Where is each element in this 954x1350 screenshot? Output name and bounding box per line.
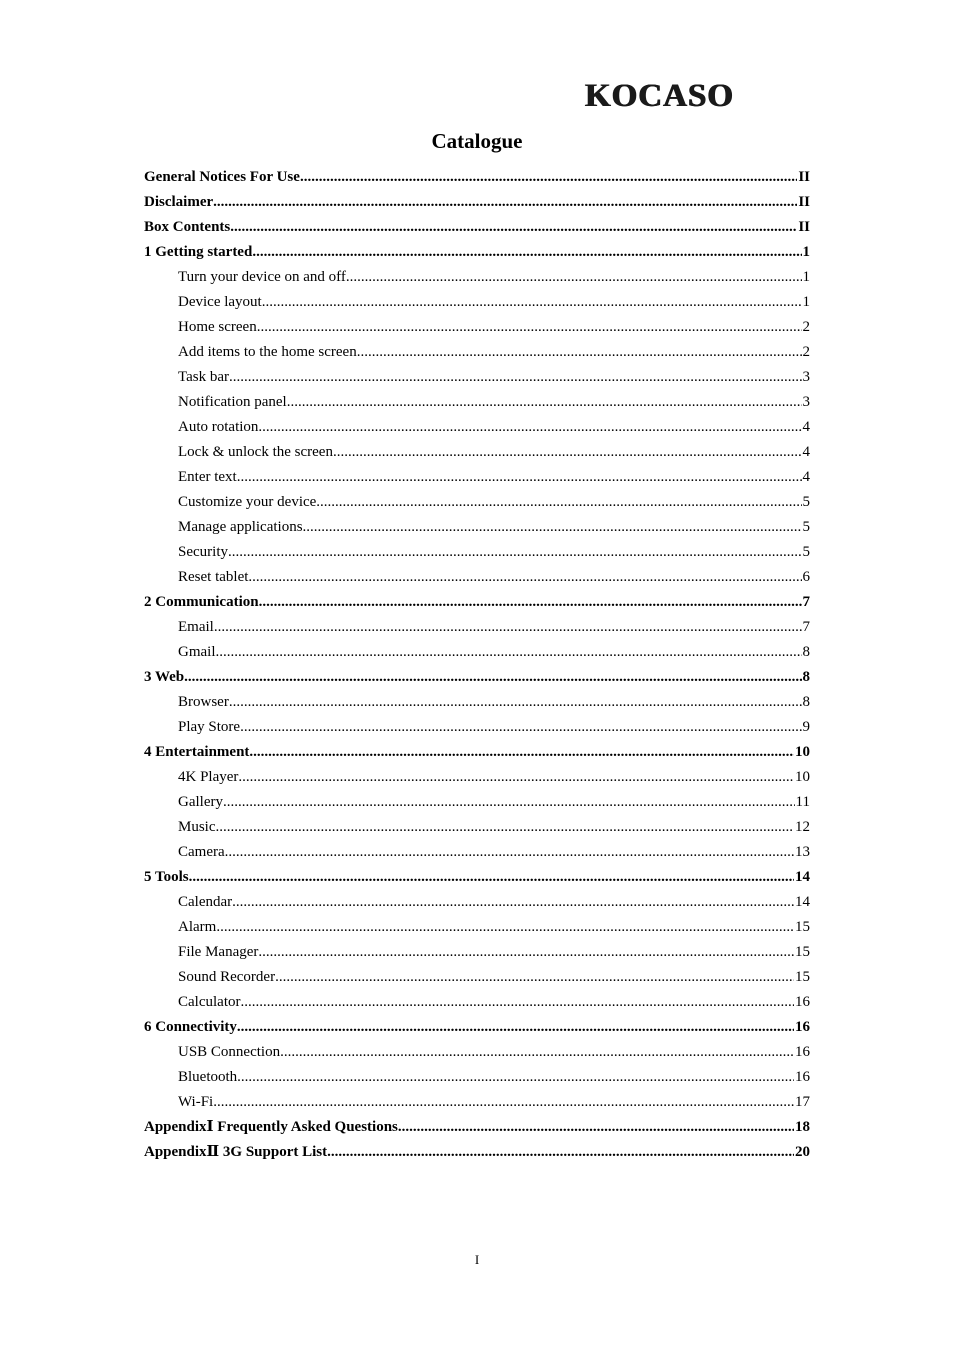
toc-subsection-entry[interactable]: [144, 1065, 810, 1090]
toc-entry-label: 3 Web: [144, 669, 185, 685]
toc-dot-leader: [327, 1140, 794, 1165]
toc-entry-label: Calculator: [178, 994, 241, 1010]
toc-subsection-entry[interactable]: [144, 340, 810, 365]
toc-dot-leader: [214, 615, 802, 640]
toc-entry-label: Manage applications: [178, 519, 303, 535]
toc-entry-page: 5: [802, 494, 810, 510]
toc-entry-page: 7: [802, 594, 810, 610]
toc-section-entry[interactable]: [144, 240, 810, 265]
toc-entry-label: Disclaimer: [144, 194, 214, 210]
table-of-contents: [144, 165, 810, 1165]
toc-dot-leader: [316, 490, 801, 515]
toc-entry-page: 8: [802, 669, 810, 685]
toc-entry-label: General Notices For Use: [144, 169, 300, 185]
toc-section-entry[interactable]: [144, 1015, 810, 1040]
toc-subsection-entry[interactable]: [144, 890, 810, 915]
toc-dot-leader: [300, 165, 797, 190]
toc-entry-page: 4: [802, 444, 810, 460]
toc-entry-label: Calendar: [178, 894, 233, 910]
toc-subsection-entry[interactable]: [144, 915, 810, 940]
toc-dot-leader: [333, 440, 802, 465]
toc-entry-label: Gmail: [178, 644, 216, 660]
toc-entry-label: File Manager: [178, 944, 259, 960]
toc-subsection-entry[interactable]: [144, 390, 810, 415]
toc-entry-page: 5: [802, 544, 810, 560]
toc-subsection-entry[interactable]: [144, 765, 810, 790]
toc-section-entry[interactable]: [144, 215, 810, 240]
toc-entry-page: 13: [795, 844, 810, 860]
toc-section-entry[interactable]: [144, 190, 810, 215]
toc-entry-label: Sound Recorder: [178, 969, 276, 985]
toc-entry-label: USB Connection: [178, 1044, 281, 1060]
toc-entry-page: II: [798, 169, 810, 185]
toc-subsection-entry[interactable]: [144, 565, 810, 590]
toc-subsection-entry[interactable]: [144, 615, 810, 640]
toc-entry-page: 4: [802, 419, 810, 435]
toc-entry-page: 16: [795, 994, 810, 1010]
toc-dot-leader: [258, 940, 794, 965]
page-number: I: [474, 1252, 480, 1267]
toc-dot-leader: [258, 415, 801, 440]
toc-section-entry[interactable]: [144, 1115, 810, 1140]
toc-entry-page: 3: [802, 394, 810, 410]
toc-dot-leader: [346, 265, 802, 290]
toc-entry-label: Browser: [178, 694, 229, 710]
toc-entry-label: Device layout: [178, 294, 262, 310]
toc-entry-page: 5: [802, 519, 810, 535]
toc-entry-label: 6 Connectivity: [144, 1019, 237, 1035]
toc-subsection-entry[interactable]: [144, 840, 810, 865]
toc-entry-page: 1: [802, 244, 810, 260]
toc-entry-label: Reset tablet: [178, 569, 249, 585]
toc-entry-page: 10: [795, 744, 810, 760]
toc-entry-page: 18: [795, 1119, 810, 1135]
toc-entry-label: Lock & unlock the screen: [178, 444, 333, 460]
toc-entry-label: 1 Getting started: [144, 244, 253, 260]
toc-subsection-entry[interactable]: [144, 815, 810, 840]
toc-entry-label: Home screen: [178, 319, 257, 335]
toc-subsection-entry[interactable]: [144, 465, 810, 490]
toc-dot-leader: [249, 740, 794, 765]
toc-entry-page: 8: [802, 644, 810, 660]
toc-dot-leader: [237, 465, 802, 490]
toc-entry-label: 4 Entertainment: [144, 744, 250, 760]
toc-subsection-entry[interactable]: [144, 640, 810, 665]
toc-dot-leader: [262, 290, 802, 315]
toc-dot-leader: [216, 640, 802, 665]
toc-section-entry[interactable]: [144, 165, 810, 190]
toc-entry-page: 8: [802, 694, 810, 710]
toc-dot-leader: [257, 315, 802, 340]
toc-dot-leader: [228, 540, 802, 565]
toc-subsection-entry[interactable]: [144, 265, 810, 290]
toc-entry-page: 16: [795, 1069, 810, 1085]
toc-subsection-entry[interactable]: [144, 315, 810, 340]
toc-section-entry[interactable]: [144, 1140, 810, 1165]
toc-dot-leader: [287, 390, 802, 415]
toc-dot-leader: [238, 765, 794, 790]
toc-dot-leader: [357, 340, 802, 365]
toc-subsection-entry[interactable]: [144, 490, 810, 515]
toc-section-entry[interactable]: [144, 590, 810, 615]
toc-dot-leader: [237, 1015, 794, 1040]
toc-entry-page: 2: [802, 319, 810, 335]
toc-dot-leader: [223, 790, 795, 815]
toc-dot-leader: [275, 965, 794, 990]
toc-entry-label: Task bar: [178, 369, 230, 385]
toc-entry-page: 2: [802, 344, 810, 360]
toc-dot-leader: [213, 190, 797, 215]
toc-entry-label: Turn your device on and off: [178, 269, 346, 285]
toc-section-entry[interactable]: [144, 665, 810, 690]
toc-entry-page: 10: [795, 769, 810, 785]
toc-entry-page: 7: [802, 619, 810, 635]
toc-dot-leader: [248, 565, 801, 590]
toc-entry-page: 17: [795, 1094, 810, 1110]
toc-entry-page: II: [798, 194, 810, 210]
toc-dot-leader: [252, 240, 801, 265]
toc-entry-label: 4K Player: [178, 769, 239, 785]
toc-entry-label: Alarm: [178, 919, 217, 935]
toc-subsection-entry[interactable]: [144, 540, 810, 565]
toc-entry-page: 15: [795, 919, 810, 935]
toc-entry-label: Security: [178, 544, 228, 560]
toc-entry-page: 14: [795, 869, 810, 885]
toc-dot-leader: [184, 665, 801, 690]
toc-dot-leader: [259, 590, 802, 615]
toc-subsection-entry[interactable]: [144, 415, 810, 440]
toc-entry-label: AppendixⅡ 3G Support List: [144, 1144, 328, 1160]
toc-entry-label: Bluetooth: [178, 1069, 238, 1085]
toc-subsection-entry[interactable]: [144, 290, 810, 315]
toc-dot-leader: [303, 515, 802, 540]
toc-entry-label: Add items to the home screen: [178, 344, 357, 360]
toc-entry-page: 15: [795, 969, 810, 985]
toc-entry-page: 6: [802, 569, 810, 585]
toc-entry-label: Notification panel: [178, 394, 287, 410]
toc-entry-page: 20: [795, 1144, 810, 1160]
toc-subsection-entry[interactable]: [144, 965, 810, 990]
toc-section-entry[interactable]: [144, 740, 810, 765]
toc-dot-leader: [237, 1065, 794, 1090]
toc-subsection-entry[interactable]: [144, 1040, 810, 1065]
toc-subsection-entry[interactable]: [144, 1090, 810, 1115]
toc-dot-leader: [216, 915, 794, 940]
toc-dot-leader: [240, 715, 801, 740]
toc-section-entry[interactable]: [144, 865, 810, 890]
toc-entry-page: 15: [795, 944, 810, 960]
toc-entry-page: 9: [802, 719, 810, 735]
toc-entry-page: 11: [795, 794, 810, 810]
toc-dot-leader: [230, 215, 797, 240]
toc-subsection-entry[interactable]: [144, 690, 810, 715]
toc-dot-leader: [398, 1115, 794, 1140]
toc-entry-label: 2 Communication: [144, 594, 259, 610]
toc-subsection-entry[interactable]: [144, 940, 810, 965]
toc-dot-leader: [232, 890, 794, 915]
toc-entry-page: 16: [795, 1019, 810, 1035]
toc-entry-page: 4: [802, 469, 810, 485]
toc-entry-label: Email: [178, 619, 214, 635]
toc-subsection-entry[interactable]: [144, 990, 810, 1015]
toc-dot-leader: [189, 865, 794, 890]
toc-entry-label: Enter text: [178, 469, 237, 485]
toc-entry-label: Music: [178, 819, 216, 835]
toc-entry-page: II: [798, 219, 810, 235]
toc-entry-label: Customize your device: [178, 494, 317, 510]
toc-dot-leader: [229, 365, 801, 390]
toc-subsection-entry[interactable]: [144, 790, 810, 815]
toc-subsection-entry[interactable]: [144, 365, 810, 390]
toc-entry-page: 16: [795, 1044, 810, 1060]
toc-entry-label: Play Store: [178, 719, 241, 735]
toc-dot-leader: [229, 690, 802, 715]
toc-dot-leader: [213, 1090, 794, 1115]
toc-entry-page: 3: [802, 369, 810, 385]
toc-entry-label: 5 Tools: [144, 869, 189, 885]
toc-subsection-entry[interactable]: [144, 715, 810, 740]
toc-entry-page: 14: [795, 894, 810, 910]
kocaso-logo: KOCASO: [585, 78, 735, 114]
toc-entry-page: 12: [795, 819, 810, 835]
toc-entry-page: 1: [802, 294, 810, 310]
toc-dot-leader: [216, 815, 795, 840]
toc-entry-label: Box Contents: [144, 219, 231, 235]
toc-entry-page: 1: [802, 269, 810, 285]
page-title: Catalogue: [431, 129, 523, 153]
toc-entry-label: Wi-Fi: [178, 1094, 214, 1110]
toc-subsection-entry[interactable]: [144, 440, 810, 465]
toc-entry-label: Gallery: [178, 794, 223, 810]
toc-dot-leader: [240, 990, 794, 1015]
toc-subsection-entry[interactable]: [144, 515, 810, 540]
toc-dot-leader: [225, 840, 794, 865]
toc-dot-leader: [280, 1040, 794, 1065]
toc-entry-label: Camera: [178, 844, 225, 860]
toc-entry-label: Auto rotation: [178, 419, 259, 435]
toc-entry-label: AppendixⅠ Frequently Asked Questions: [144, 1119, 398, 1135]
